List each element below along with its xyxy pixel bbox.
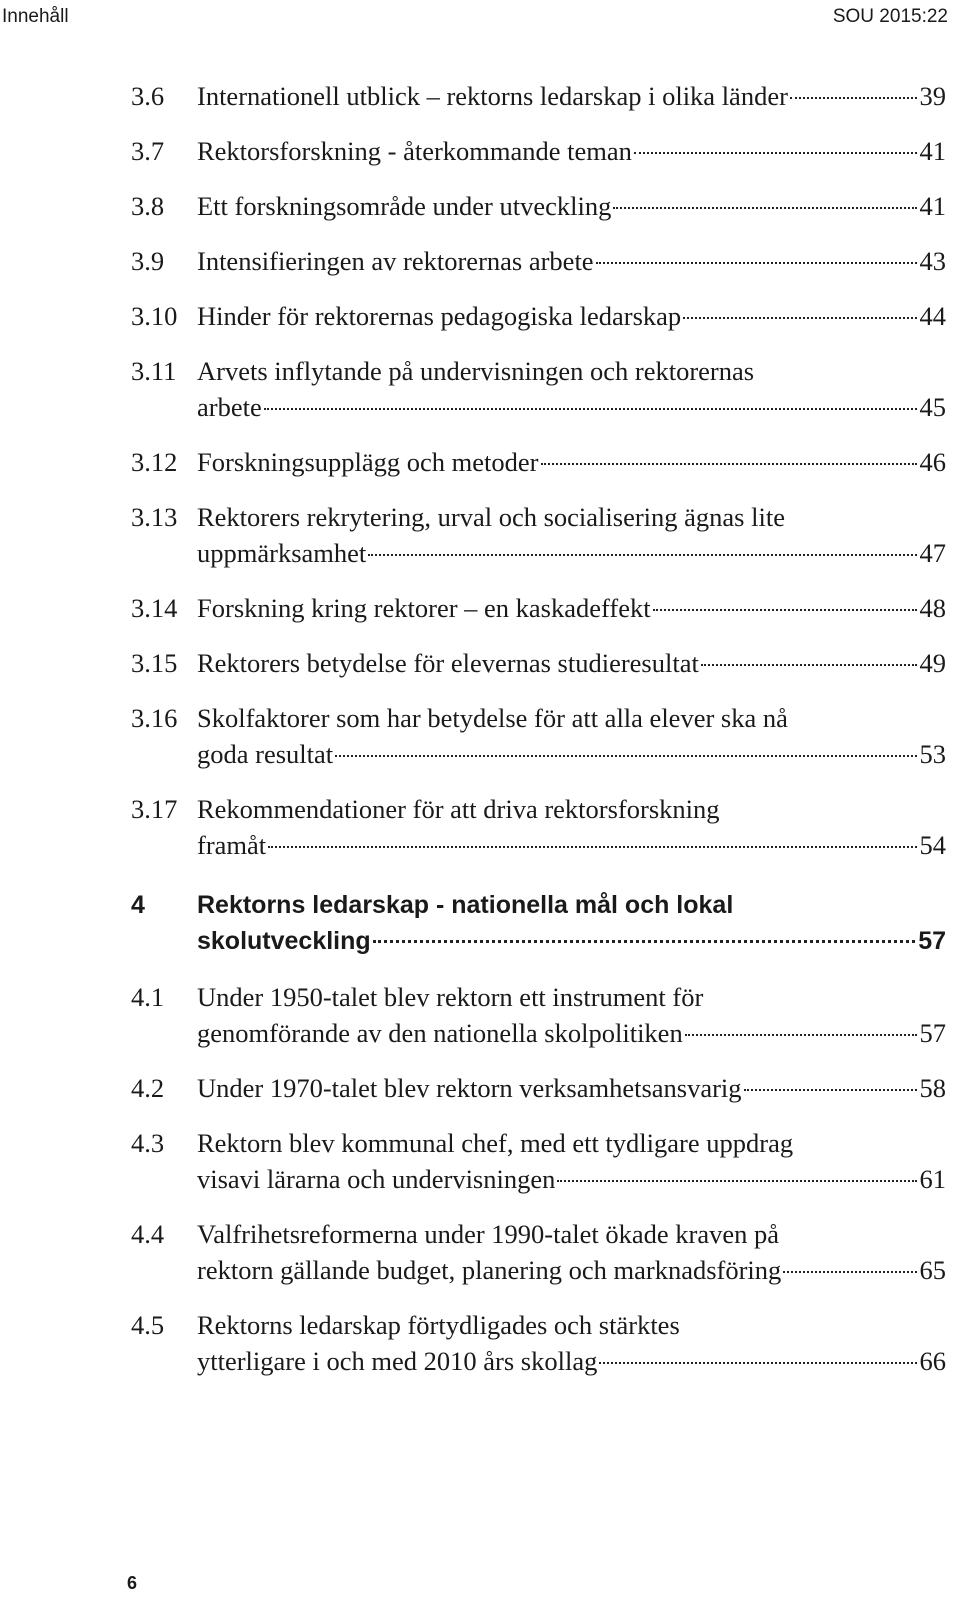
toc-entry-title-line: Under 1970-talet blev rektorn verksamhetsansvarig — [197, 1073, 742, 1103]
toc-entry-body — [197, 499, 946, 571]
toc-entry[interactable] — [131, 133, 946, 169]
dot-leader — [653, 609, 917, 611]
toc-entry-body — [197, 188, 946, 224]
toc-entry-number: 3.14 — [131, 593, 178, 623]
toc-entry-title-line: Hinder för rektorernas pedagogiska ledarskap — [197, 301, 682, 331]
toc-entry-number: 3.9 — [131, 246, 165, 276]
toc-entry-last-line — [197, 188, 946, 224]
table-of-contents — [131, 78, 946, 1398]
toc-entry-page-number: 41 — [919, 136, 946, 166]
toc-entry-last-line — [197, 243, 946, 279]
dot-leader — [596, 262, 917, 264]
dot-leader — [599, 1362, 916, 1364]
toc-entry-title-line: Intensifieringen av rektorernas arbete — [197, 246, 594, 276]
dot-leader — [701, 664, 917, 666]
toc-entry-last-line — [197, 535, 946, 571]
toc-entry-title-line: Rektorns ledarskap förtydligades och stärktes — [197, 1310, 680, 1340]
toc-entry-title-line: Rektorns ledarskap - nationella mål och lokal — [197, 891, 734, 919]
toc-entry-body — [197, 353, 946, 425]
dot-leader — [783, 1271, 916, 1273]
toc-entry-number: 3.8 — [131, 191, 165, 221]
toc-entry-title-line: Rekommendationer för att driva rektorsforskning — [197, 794, 720, 824]
toc-entry-title-line: Rektorn blev kommunal chef, med ett tydligare uppdrag — [197, 1128, 794, 1158]
toc-entry-title-line: Under 1950-talet blev rektorn ett instrument för — [197, 982, 704, 1012]
toc-entry-last-line — [197, 1015, 946, 1051]
toc-entry[interactable] — [131, 1125, 946, 1197]
toc-entry-page-number: 49 — [919, 648, 946, 678]
dot-leader — [685, 1034, 917, 1036]
dot-leader — [683, 317, 916, 319]
toc-entry-last-line — [197, 298, 946, 334]
toc-entry-body — [197, 590, 946, 626]
toc-entry[interactable] — [131, 979, 946, 1051]
toc-entry-last-line — [197, 78, 946, 114]
toc-entry-number: 3.13 — [131, 502, 178, 532]
toc-entry-number: 4.5 — [131, 1310, 165, 1340]
toc-entry-page-number: 53 — [919, 739, 946, 769]
toc-entry-number: 4.2 — [131, 1073, 165, 1103]
toc-entry-last-line — [197, 1343, 946, 1379]
toc-entry-last-line — [197, 1161, 946, 1197]
toc-entry-body — [197, 887, 946, 959]
toc-entry-last-line — [197, 827, 946, 863]
toc-entry-page-number: 57 — [919, 1018, 946, 1048]
header-document-id: SOU 2015:22 — [832, 6, 948, 27]
dot-leader — [368, 554, 916, 556]
toc-entry[interactable] — [131, 188, 946, 224]
toc-entry-last-line — [197, 923, 946, 959]
toc-entry-body — [197, 78, 946, 114]
toc-entry-body — [197, 979, 946, 1051]
toc-entry-page-number: 39 — [919, 81, 946, 111]
dot-leader — [613, 207, 916, 209]
toc-entry-body — [197, 1125, 946, 1197]
toc-entry-body — [197, 700, 946, 772]
toc-entry-page-number: 41 — [919, 191, 946, 221]
toc-entry-last-line — [197, 590, 946, 626]
toc-entry-title-line: framåt — [197, 830, 267, 860]
toc-entry-number: 3.7 — [131, 136, 165, 166]
toc-entry-number: 4.3 — [131, 1128, 165, 1158]
toc-entry-number: 3.17 — [131, 794, 178, 824]
dot-leader — [373, 940, 916, 943]
toc-entry-title-line: Skolfaktorer som har betydelse för att alla elever ska nå — [197, 703, 788, 733]
toc-entry-last-line — [197, 444, 946, 480]
toc-entry-number: 3.15 — [131, 648, 178, 678]
toc-entry-page-number: 46 — [919, 447, 946, 477]
toc-entry-title-line: arbete — [197, 392, 262, 422]
page-number: 6 — [127, 1573, 138, 1593]
toc-entry-number: 4.4 — [131, 1219, 165, 1249]
toc-entry-title-line: Forskning kring rektorer – en kaskadeffekt — [197, 593, 651, 623]
toc-entry-title-line: uppmärksamhet — [197, 538, 367, 568]
toc-entry[interactable] — [131, 499, 946, 571]
toc-entry-title-line: Ett forskningsområde under utveckling — [197, 191, 612, 221]
toc-entry-page-number: 48 — [919, 593, 946, 623]
toc-entry-page-number: 43 — [919, 246, 946, 276]
toc-entry[interactable] — [131, 1307, 946, 1379]
toc-entry-title-line: Valfrihetsreformerna under 1990-talet ökade kraven på — [197, 1219, 780, 1249]
toc-entry[interactable] — [131, 444, 946, 480]
toc-chapter-entry[interactable] — [131, 887, 946, 959]
toc-entry-page-number: 65 — [919, 1255, 946, 1285]
toc-entry-body — [197, 645, 946, 681]
toc-entry-title-line: Rektorsforskning - återkommande teman — [197, 136, 632, 166]
toc-entry-title-line: Forskningsupplägg och metoder — [197, 447, 539, 477]
toc-entry-title-line: goda resultat — [197, 739, 334, 769]
toc-entry-title-line: skolutveckling — [197, 927, 371, 955]
toc-entry[interactable] — [131, 78, 946, 114]
toc-entry-body — [197, 1216, 946, 1288]
toc-entry-body — [197, 444, 946, 480]
toc-entry-last-line — [197, 736, 946, 772]
toc-entry[interactable] — [131, 700, 946, 772]
toc-entry-body — [197, 1307, 946, 1379]
dot-leader — [335, 755, 916, 757]
toc-entry[interactable] — [131, 353, 946, 425]
dot-leader — [634, 152, 917, 154]
toc-entry-page-number: 58 — [919, 1073, 946, 1103]
toc-entry-body — [197, 133, 946, 169]
toc-entry-page-number: 57 — [918, 927, 946, 955]
toc-entry-body — [197, 791, 946, 863]
toc-entry[interactable] — [131, 1070, 946, 1106]
dot-leader — [268, 846, 916, 848]
toc-entry-last-line — [197, 1070, 946, 1106]
toc-entry-title-line: Rektorers betydelse för elevernas studieresultat — [197, 648, 699, 678]
toc-entry-number: 3.12 — [131, 447, 178, 477]
dot-leader — [790, 97, 917, 99]
toc-entry-title-line: genomförande av den nationella skolpolitiken — [197, 1018, 683, 1048]
toc-entry-page-number: 61 — [919, 1164, 946, 1194]
toc-entry[interactable] — [131, 1216, 946, 1288]
toc-entry[interactable] — [131, 791, 946, 863]
toc-entry-title-line: visavi lärarna och undervisningen — [197, 1164, 556, 1194]
toc-entry-number: 3.10 — [131, 301, 178, 331]
toc-entry-number: 3.16 — [131, 703, 178, 733]
toc-entry[interactable] — [131, 645, 946, 681]
toc-entry-title-line: Internationell utblick – rektorns ledarskap i olika länder — [197, 81, 788, 111]
toc-entry-title-line: rektorn gällande budget, planering och marknadsföring — [197, 1255, 782, 1285]
toc-entry-body — [197, 298, 946, 334]
toc-entry-last-line — [197, 1252, 946, 1288]
toc-entry-page-number: 45 — [919, 392, 946, 422]
toc-entry-title-line: Arvets inflytande på undervisningen och rektorernas — [197, 356, 755, 386]
toc-entry-last-line — [197, 133, 946, 169]
toc-entry-page-number: 54 — [919, 830, 946, 860]
toc-entry-last-line — [197, 389, 946, 425]
toc-entry-body — [197, 1070, 946, 1106]
toc-entry-number: 3.11 — [131, 356, 177, 386]
running-header — [0, 2, 948, 32]
toc-entry[interactable] — [131, 243, 946, 279]
toc-entry-number: 4.1 — [131, 982, 165, 1012]
toc-entry-page-number: 44 — [919, 301, 946, 331]
toc-entry-last-line — [197, 645, 946, 681]
dot-leader — [557, 1180, 916, 1182]
toc-entry[interactable] — [131, 298, 946, 334]
toc-entry-number: 3.6 — [131, 81, 165, 111]
toc-entry-title-line: ytterligare i och med 2010 års skollag — [197, 1346, 598, 1376]
header-section-label: Innehåll — [2, 6, 69, 27]
dot-leader — [541, 463, 917, 465]
toc-entry-title-line: Rektorers rekrytering, urval och socialisering ägnas lite — [197, 502, 785, 532]
toc-entry-page-number: 66 — [919, 1346, 946, 1376]
dot-leader — [264, 408, 917, 410]
dot-leader — [744, 1089, 917, 1091]
toc-entry-page-number: 47 — [919, 538, 946, 568]
toc-entry[interactable] — [131, 590, 946, 626]
toc-entry-body — [197, 243, 946, 279]
toc-entry-number: 4 — [131, 891, 145, 919]
